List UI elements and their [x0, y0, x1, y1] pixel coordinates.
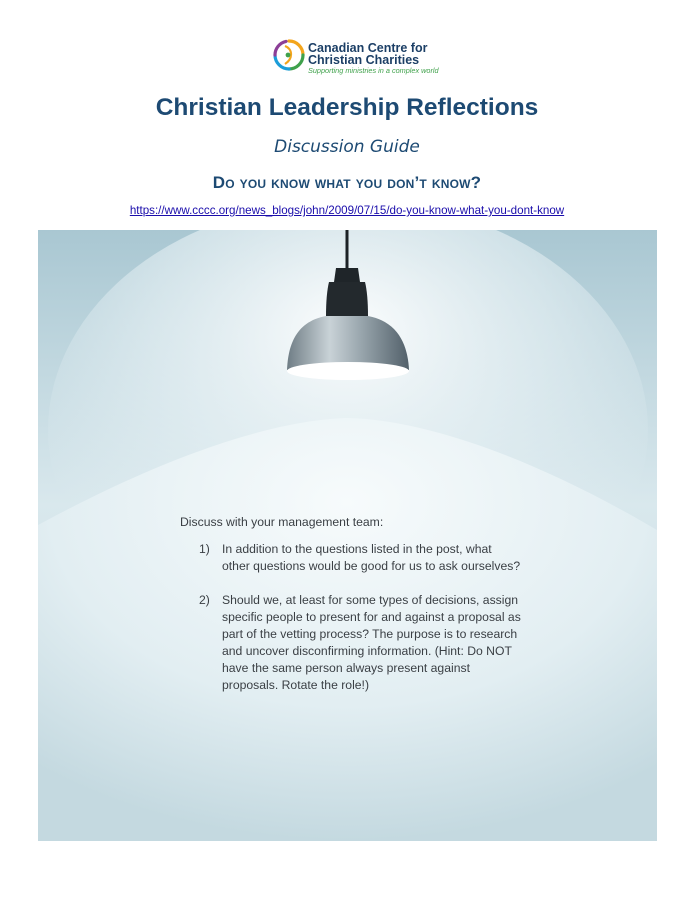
logo-tagline: Supporting ministries in a complex world [308, 66, 439, 75]
article-link[interactable]: https://www.cccc.org/news_blogs/john/2009/07/15/do-you-know-what-you-dont-know [129, 204, 565, 217]
list-item-text: In addition to the questions listed in the post, what other questions would be good for us to ask ourselves? [222, 542, 521, 573]
list-item [180, 592, 540, 694]
page-subtitle: Discussion Guide [274, 137, 420, 157]
logo-name-line-1: Canadian Centre for [308, 41, 428, 55]
discussion-section [180, 514, 540, 711]
discussion-questions-list [180, 541, 540, 694]
cccc-logo [271, 37, 461, 79]
logo-name-line-2: Christian Charities [308, 53, 420, 67]
list-item-text: Should we, at least for some types of decisions, assign specific people to present for and against a proposal as part of the vetting process? The purpose is to research and uncover disconfirming information. (Hint: Do NOT have the same person always present against proposals. Rotate the role!) [222, 593, 521, 692]
page-title: Christian Leadership Reflections [155, 94, 539, 121]
list-item [180, 541, 540, 575]
discussion-question-heading: Do you know what you don’t know? [212, 173, 482, 192]
list-item-number: 1) [199, 542, 210, 556]
discussion-intro: Discuss with your management team: [180, 515, 384, 529]
list-item-number: 2) [199, 593, 210, 607]
cccc-logo-icon [271, 37, 307, 73]
